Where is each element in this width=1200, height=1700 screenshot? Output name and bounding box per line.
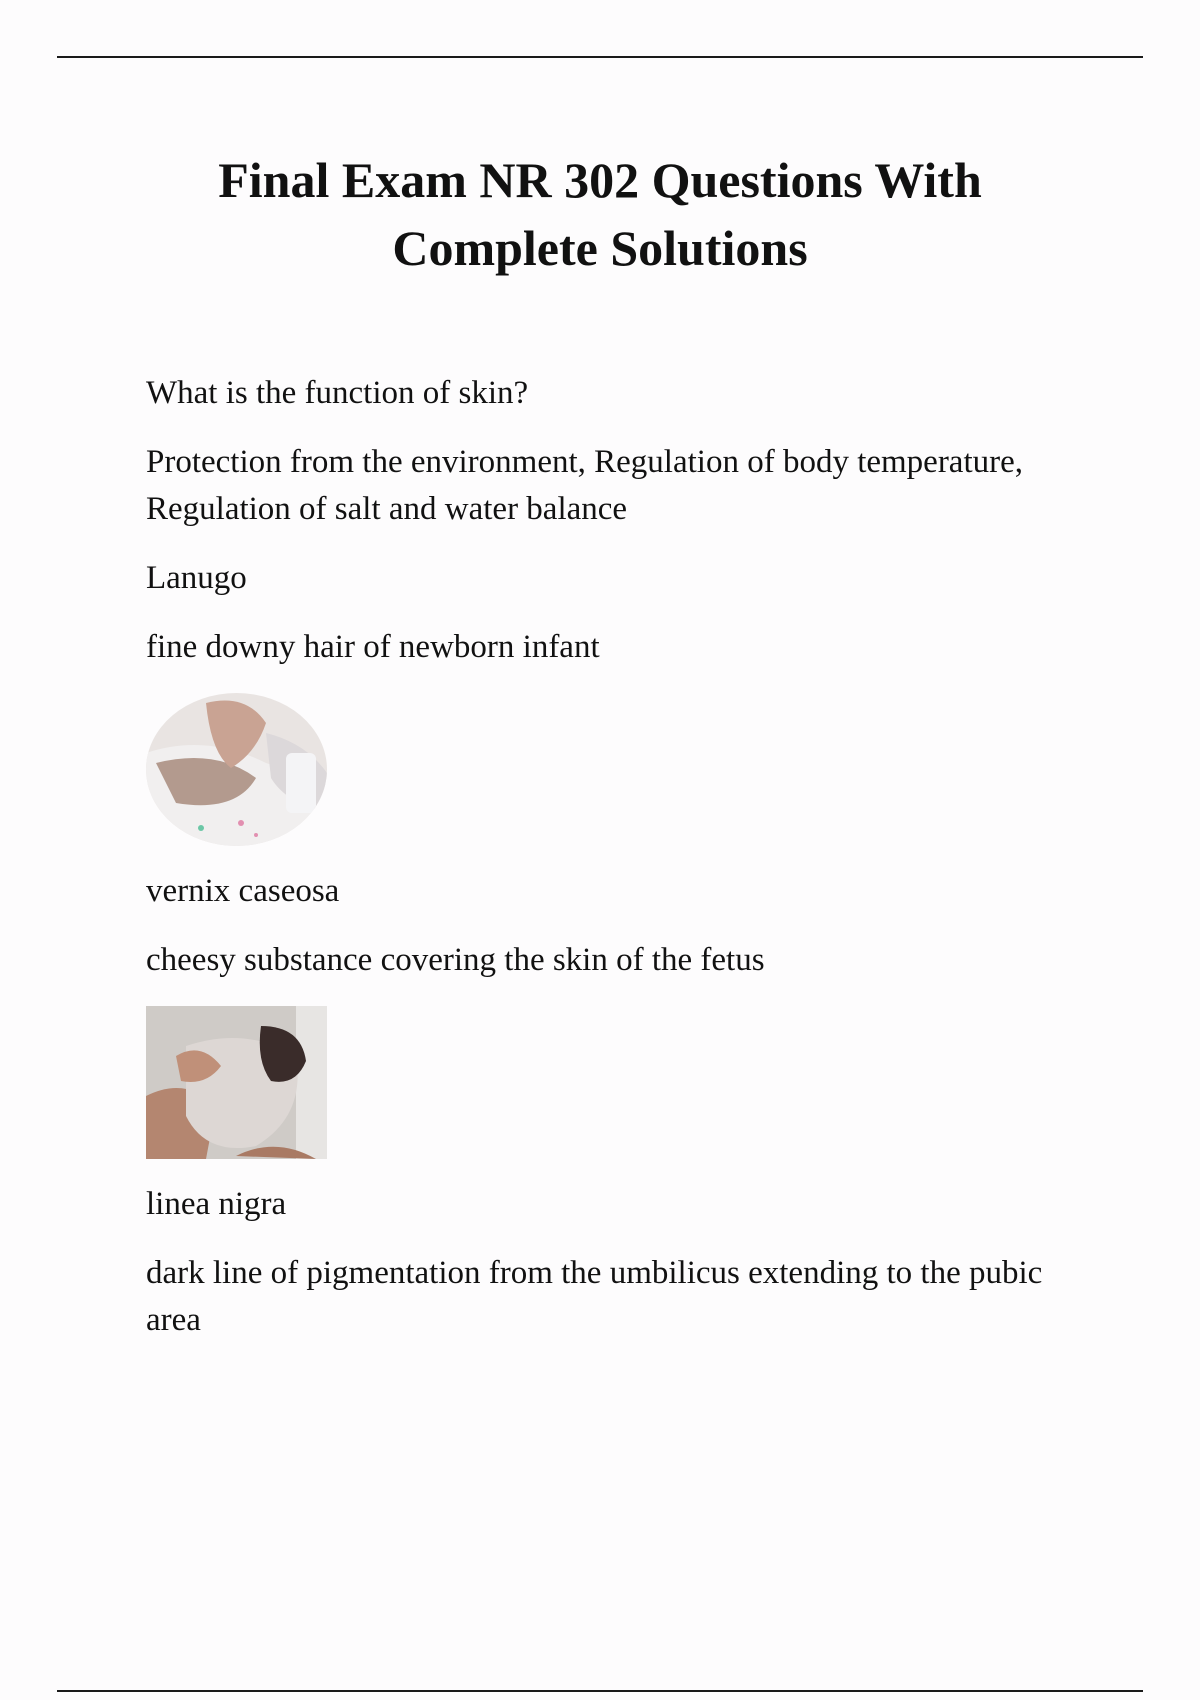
bottom-rule <box>57 1690 1143 1692</box>
flashcard-content <box>146 370 1086 1366</box>
question-skin-function: What is the function of skin? <box>146 375 529 411</box>
term-lanugo: Lanugo <box>146 560 247 596</box>
definition-vernix-caseosa: cheesy substance covering the skin of the fetus <box>146 942 765 978</box>
vernix-caseosa-photo <box>146 1006 327 1159</box>
lanugo-photo <box>146 693 327 846</box>
page-title <box>100 146 1100 282</box>
term-vernix-caseosa: vernix caseosa <box>146 873 340 909</box>
definition-lanugo: fine downy hair of newborn infant <box>146 629 600 665</box>
definition-linea-nigra: dark line of pigmentation from the umbilicus extending to the pubic area <box>146 1255 1043 1338</box>
term-linea-nigra: linea nigra <box>146 1186 287 1222</box>
title-line-1: Final Exam NR 302 Questions With <box>218 152 982 208</box>
answer-skin-function: Protection from the environment, Regulation of body temperature, Regulation of salt and water balance <box>146 444 1024 527</box>
title-line-2: Complete Solutions <box>392 220 808 276</box>
top-rule <box>57 56 1143 58</box>
